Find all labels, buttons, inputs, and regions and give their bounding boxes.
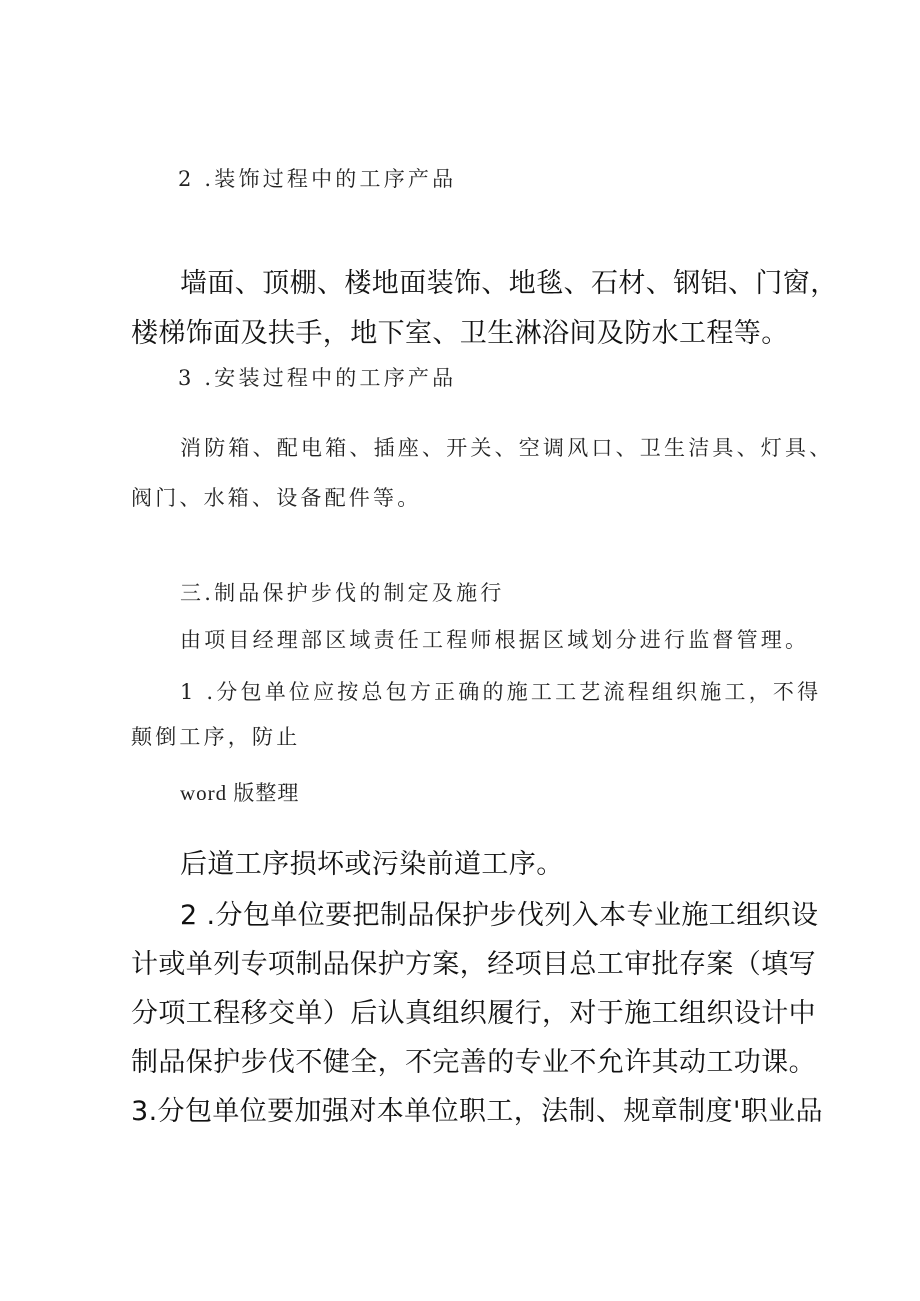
section-heading-protection-measures: 三.制品保护步伐的制定及施行 — [180, 581, 505, 605]
heading-decoration-products: 2 .装饰过程中的工序产品 — [178, 167, 457, 191]
item-1-line-2: 颠倒工序，防止 — [131, 725, 301, 749]
item-2-line-3: 分项工程移交单）后认真组织履行，对于施工组织设计中 — [131, 998, 816, 1029]
item-1-line-1: 1 .分包单位应按总包方正确的施工工艺流程组织施工，不得 — [180, 680, 822, 704]
paragraph-installation-line-2: 阀门、水箱、设备配件等。 — [131, 486, 422, 510]
item-2-line-1: 2 .分包单位要把制品保护步伐列入本专业施工组织设 — [180, 900, 819, 931]
heading-installation-products: 3 .安装过程中的工序产品 — [178, 366, 457, 390]
page-watermark-text: word 版整理 — [180, 781, 300, 805]
paragraph-decoration-line-1: 墙面、顶棚、楼地面装饰、地毯、石材、钢铝、门窗， — [180, 268, 838, 299]
paragraph-supervision: 由项目经理部区域责任工程师根据区域划分进行监督管理。 — [180, 628, 810, 652]
paragraph-after-process: 后道工序损坏或污染前道工序。 — [180, 849, 564, 880]
item-3-line-1: 3.分包单位要加强对本单位职工，法制、规章制度'职业品 — [131, 1096, 823, 1127]
paragraph-installation-line-1: 消防箱、配电箱、插座、开关、空调风口、卫生洁具、灯具、 — [180, 436, 834, 460]
item-2-line-2: 计或单列专项制品保护方案，经项目总工审批存案（填写 — [131, 949, 816, 980]
paragraph-decoration-line-2: 楼梯饰面及扶手，地下室、卫生淋浴间及防水工程等。 — [131, 318, 789, 349]
item-2-line-4: 制品保护步伐不健全，不完善的专业不允许其动工功课。 — [131, 1047, 816, 1078]
